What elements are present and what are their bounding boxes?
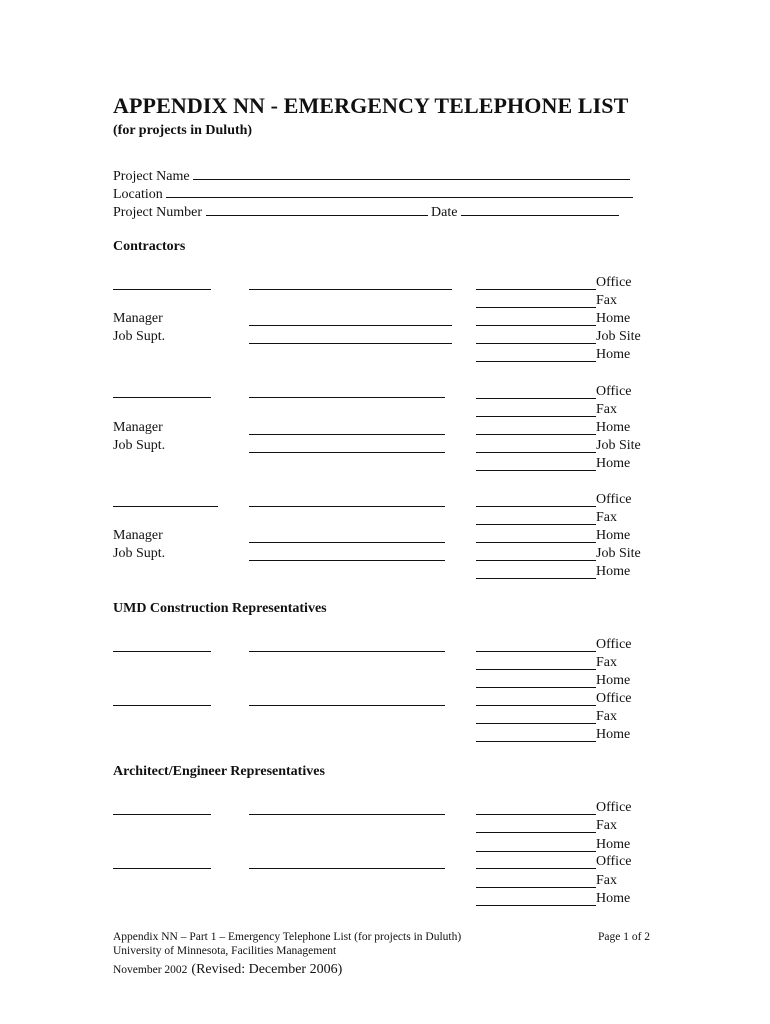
- phone-field[interactable]: [476, 851, 596, 852]
- phone-field[interactable]: [476, 560, 596, 561]
- phone-label-home: Home: [596, 891, 631, 906]
- project-number-field[interactable]: [206, 203, 428, 216]
- role-job-supt: Job Supt.: [113, 546, 166, 561]
- manager-name-field[interactable]: [249, 434, 445, 435]
- phone-label-office: Office: [596, 637, 632, 652]
- phone-label-home: Home: [596, 528, 631, 543]
- phone-label-home: Home: [596, 456, 631, 471]
- phone-field[interactable]: [476, 416, 596, 417]
- rep-name-field[interactable]: [113, 814, 211, 815]
- phone-field[interactable]: [476, 651, 596, 652]
- phone-label-office: Office: [596, 384, 632, 399]
- phone-label-fax: Fax: [596, 709, 617, 724]
- role-manager: Manager: [113, 528, 163, 543]
- page-number: Page 1 of 2: [598, 931, 651, 943]
- phone-field[interactable]: [476, 687, 596, 688]
- phone-label-job-site: Job Site: [596, 329, 641, 344]
- phone-label-office: Office: [596, 691, 632, 706]
- phone-field[interactable]: [476, 361, 596, 362]
- project-name-field[interactable]: [193, 167, 630, 180]
- phone-field[interactable]: [476, 325, 596, 326]
- phone-field[interactable]: [476, 868, 596, 869]
- phone-label-home: Home: [596, 727, 631, 742]
- contractor-name-field[interactable]: [113, 397, 211, 398]
- phone-label-home: Home: [596, 564, 631, 579]
- contractor-contact-field[interactable]: [249, 506, 445, 507]
- location-field[interactable]: [166, 185, 633, 198]
- contractor-name-field[interactable]: [113, 289, 211, 290]
- phone-label-fax: Fax: [596, 510, 617, 525]
- rep-contact-field[interactable]: [249, 651, 445, 652]
- contractor-name-field[interactable]: [113, 506, 218, 507]
- page-subtitle: (for projects in Duluth): [113, 123, 253, 138]
- phone-field[interactable]: [476, 669, 596, 670]
- phone-label-office: Office: [596, 275, 632, 290]
- phone-label-fax: Fax: [596, 655, 617, 670]
- phone-label-office: Office: [596, 854, 632, 869]
- date-field[interactable]: [461, 203, 619, 216]
- phone-label-home: Home: [596, 347, 631, 362]
- phone-field[interactable]: [476, 452, 596, 453]
- phone-field[interactable]: [476, 470, 596, 471]
- phone-label-fax: Fax: [596, 293, 617, 308]
- manager-name-field[interactable]: [249, 325, 452, 326]
- location-label: Location: [113, 187, 163, 202]
- phone-label-home: Home: [596, 673, 631, 688]
- phone-field[interactable]: [476, 887, 596, 888]
- phone-field[interactable]: [476, 905, 596, 906]
- page-title: APPENDIX NN - EMERGENCY TELEPHONE LIST: [113, 93, 629, 118]
- phone-label-office: Office: [596, 492, 632, 507]
- phone-field[interactable]: [476, 542, 596, 543]
- phone-label-home: Home: [596, 837, 631, 852]
- phone-field[interactable]: [476, 524, 596, 525]
- section-contractors: Contractors: [113, 239, 186, 254]
- phone-label-job-site: Job Site: [596, 438, 641, 453]
- rep-contact-field[interactable]: [249, 705, 445, 706]
- phone-label-fax: Fax: [596, 818, 617, 833]
- phone-label-home: Home: [596, 420, 631, 435]
- footer-document-title: Appendix NN – Part 1 – Emergency Telephone List (for projects in Duluth): [113, 931, 462, 943]
- contractor-contact-field[interactable]: [249, 289, 452, 290]
- section-umd: UMD Construction Representatives: [113, 601, 327, 616]
- rep-name-field[interactable]: [113, 705, 211, 706]
- project-name-label: Project Name: [113, 169, 190, 184]
- phone-field[interactable]: [476, 741, 596, 742]
- phone-label-fax: Fax: [596, 402, 617, 417]
- phone-field[interactable]: [476, 723, 596, 724]
- role-job-supt: Job Supt.: [113, 438, 166, 453]
- footer-original-date: November 2002: [113, 964, 188, 976]
- footer-revised-date: (Revised: December 2006): [191, 962, 343, 977]
- phone-field[interactable]: [476, 398, 596, 399]
- phone-label-office: Office: [596, 800, 632, 815]
- job-supt-name-field[interactable]: [249, 560, 445, 561]
- phone-label-home: Home: [596, 311, 631, 326]
- phone-field[interactable]: [476, 307, 596, 308]
- phone-field[interactable]: [476, 705, 596, 706]
- section-architect: Architect/Engineer Representatives: [113, 764, 325, 779]
- phone-field[interactable]: [476, 434, 596, 435]
- rep-name-field[interactable]: [113, 868, 211, 869]
- project-number-label: Project Number: [113, 205, 203, 220]
- contractor-contact-field[interactable]: [249, 397, 445, 398]
- phone-field[interactable]: [476, 506, 596, 507]
- footer-dates: [113, 960, 342, 978]
- footer-organization: University of Minnesota, Facilities Management: [113, 945, 337, 957]
- phone-field[interactable]: [476, 289, 596, 290]
- project-number-row: [113, 203, 619, 221]
- project-name-row: [113, 167, 630, 185]
- phone-label-job-site: Job Site: [596, 546, 641, 561]
- phone-field[interactable]: [476, 814, 596, 815]
- phone-field[interactable]: [476, 343, 596, 344]
- date-label: Date: [431, 205, 458, 220]
- role-job-supt: Job Supt.: [113, 329, 166, 344]
- rep-contact-field[interactable]: [249, 814, 445, 815]
- role-manager: Manager: [113, 311, 163, 326]
- phone-label-fax: Fax: [596, 873, 617, 888]
- rep-name-field[interactable]: [113, 651, 211, 652]
- job-supt-name-field[interactable]: [249, 452, 445, 453]
- phone-field[interactable]: [476, 832, 596, 833]
- job-supt-name-field[interactable]: [249, 343, 452, 344]
- phone-field[interactable]: [476, 578, 596, 579]
- rep-contact-field[interactable]: [249, 868, 445, 869]
- manager-name-field[interactable]: [249, 542, 445, 543]
- role-manager: Manager: [113, 420, 163, 435]
- location-row: [113, 185, 633, 203]
